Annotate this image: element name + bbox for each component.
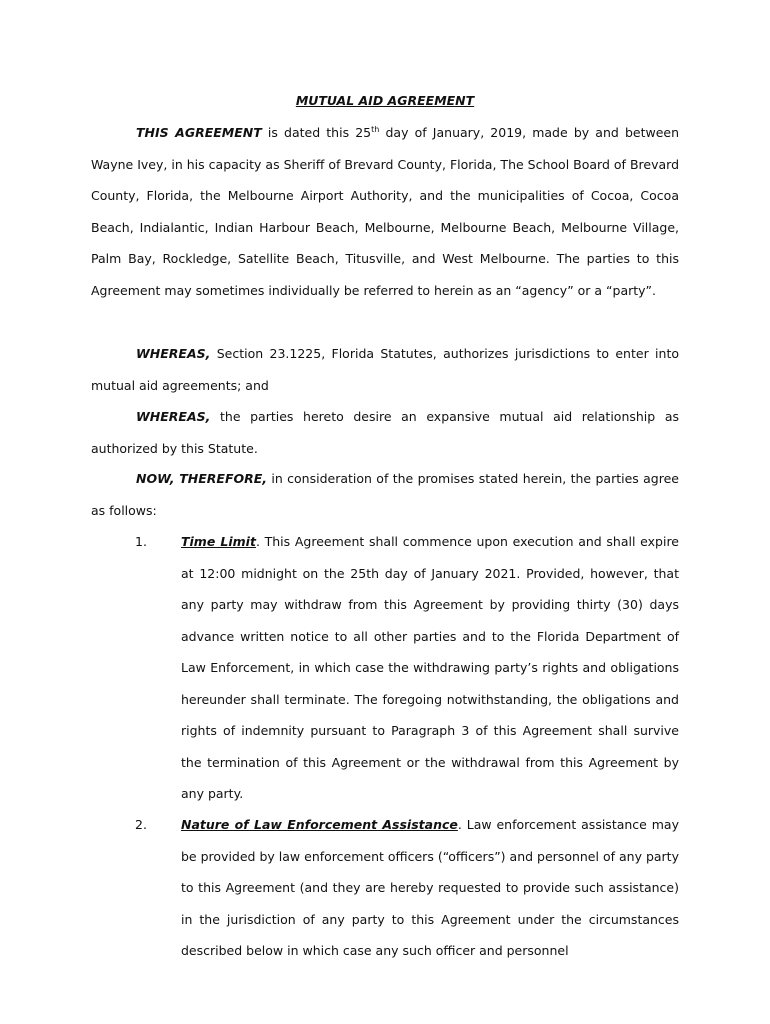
list-item-time-limit xyxy=(181,526,679,810)
whereas-paragraph-1 xyxy=(91,338,679,401)
whereas-1-lead: WHEREAS, xyxy=(136,346,211,361)
list-item-nature-of-assistance xyxy=(181,809,679,967)
now-therefore-paragraph xyxy=(91,463,679,526)
whereas-2-text: the parties hereto desire an expansive mutual aid relationship as authorized by this Statute. xyxy=(91,409,679,456)
item-number: 2. xyxy=(135,817,147,832)
intro-text-b: day of January, 2019, made by and between Wayne Ivey, in his capacity as Sheriff of Brevard County, Florida, The School Board of Brevard County, Florida, the Melbourne Airport Authority, and the municipalities of Cocoa, Cocoa Beach, Indialantic, Indian Harbour Beach, Melbourne, Melbourne Beach, Melbourne Village, Palm Bay, Rockledge, Satellite Beach, Titusville, and West Melbourne. The parties to this Agreement may sometimes individually be referred to herein as an “agency” or a “party”. xyxy=(91,125,679,298)
whereas-2-lead: WHEREAS, xyxy=(136,409,211,424)
intro-lead: THIS AGREEMENT xyxy=(136,125,262,140)
item-heading: Time Limit xyxy=(181,534,256,549)
item-text: . Law enforcement assistance may be provided by law enforcement officers (“officers”) and personnel of any party to this Agreement (and they are hereby requested to provide such assistance) in the jurisdiction of any party to this Agreement under the circumstances described below in which case any such officer and personnel xyxy=(181,817,679,958)
now-therefore-text: in consideration of the promises stated herein, the parties agree as follows: xyxy=(91,471,679,518)
now-therefore-lead: NOW, THEREFORE, xyxy=(136,471,268,486)
intro-ordinal: th xyxy=(371,124,380,134)
item-heading: Nature of Law Enforcement Assistance xyxy=(181,817,458,832)
document-title: MUTUAL AID AGREEMENT xyxy=(295,93,475,108)
item-number: 1. xyxy=(135,534,147,549)
intro-text-a: is dated this 25 xyxy=(261,125,372,140)
item-text: . This Agreement shall commence upon execution and shall expire at 12:00 midnight on the 25th day of January 2021. Provided, however, that any party may withdraw from this Agreement by providing thirty (30) days advance written notice to all other parties and to the Florida Department of Law Enforcement, in which case the withdrawing party’s rights and obligations hereunder shall terminate. The foregoing notwithstanding, the obligations and rights of indemnity pursuant to Paragraph 3 of this Agreement shall survive the termination of this Agreement or the withdrawal from this Agreement by any party. xyxy=(181,534,679,801)
whereas-paragraph-2 xyxy=(91,401,679,464)
whereas-1-text: Section 23.1225, Florida Statutes, authorizes jurisdictions to enter into mutual aid agreements; and xyxy=(91,346,679,393)
intro-paragraph xyxy=(91,117,679,306)
